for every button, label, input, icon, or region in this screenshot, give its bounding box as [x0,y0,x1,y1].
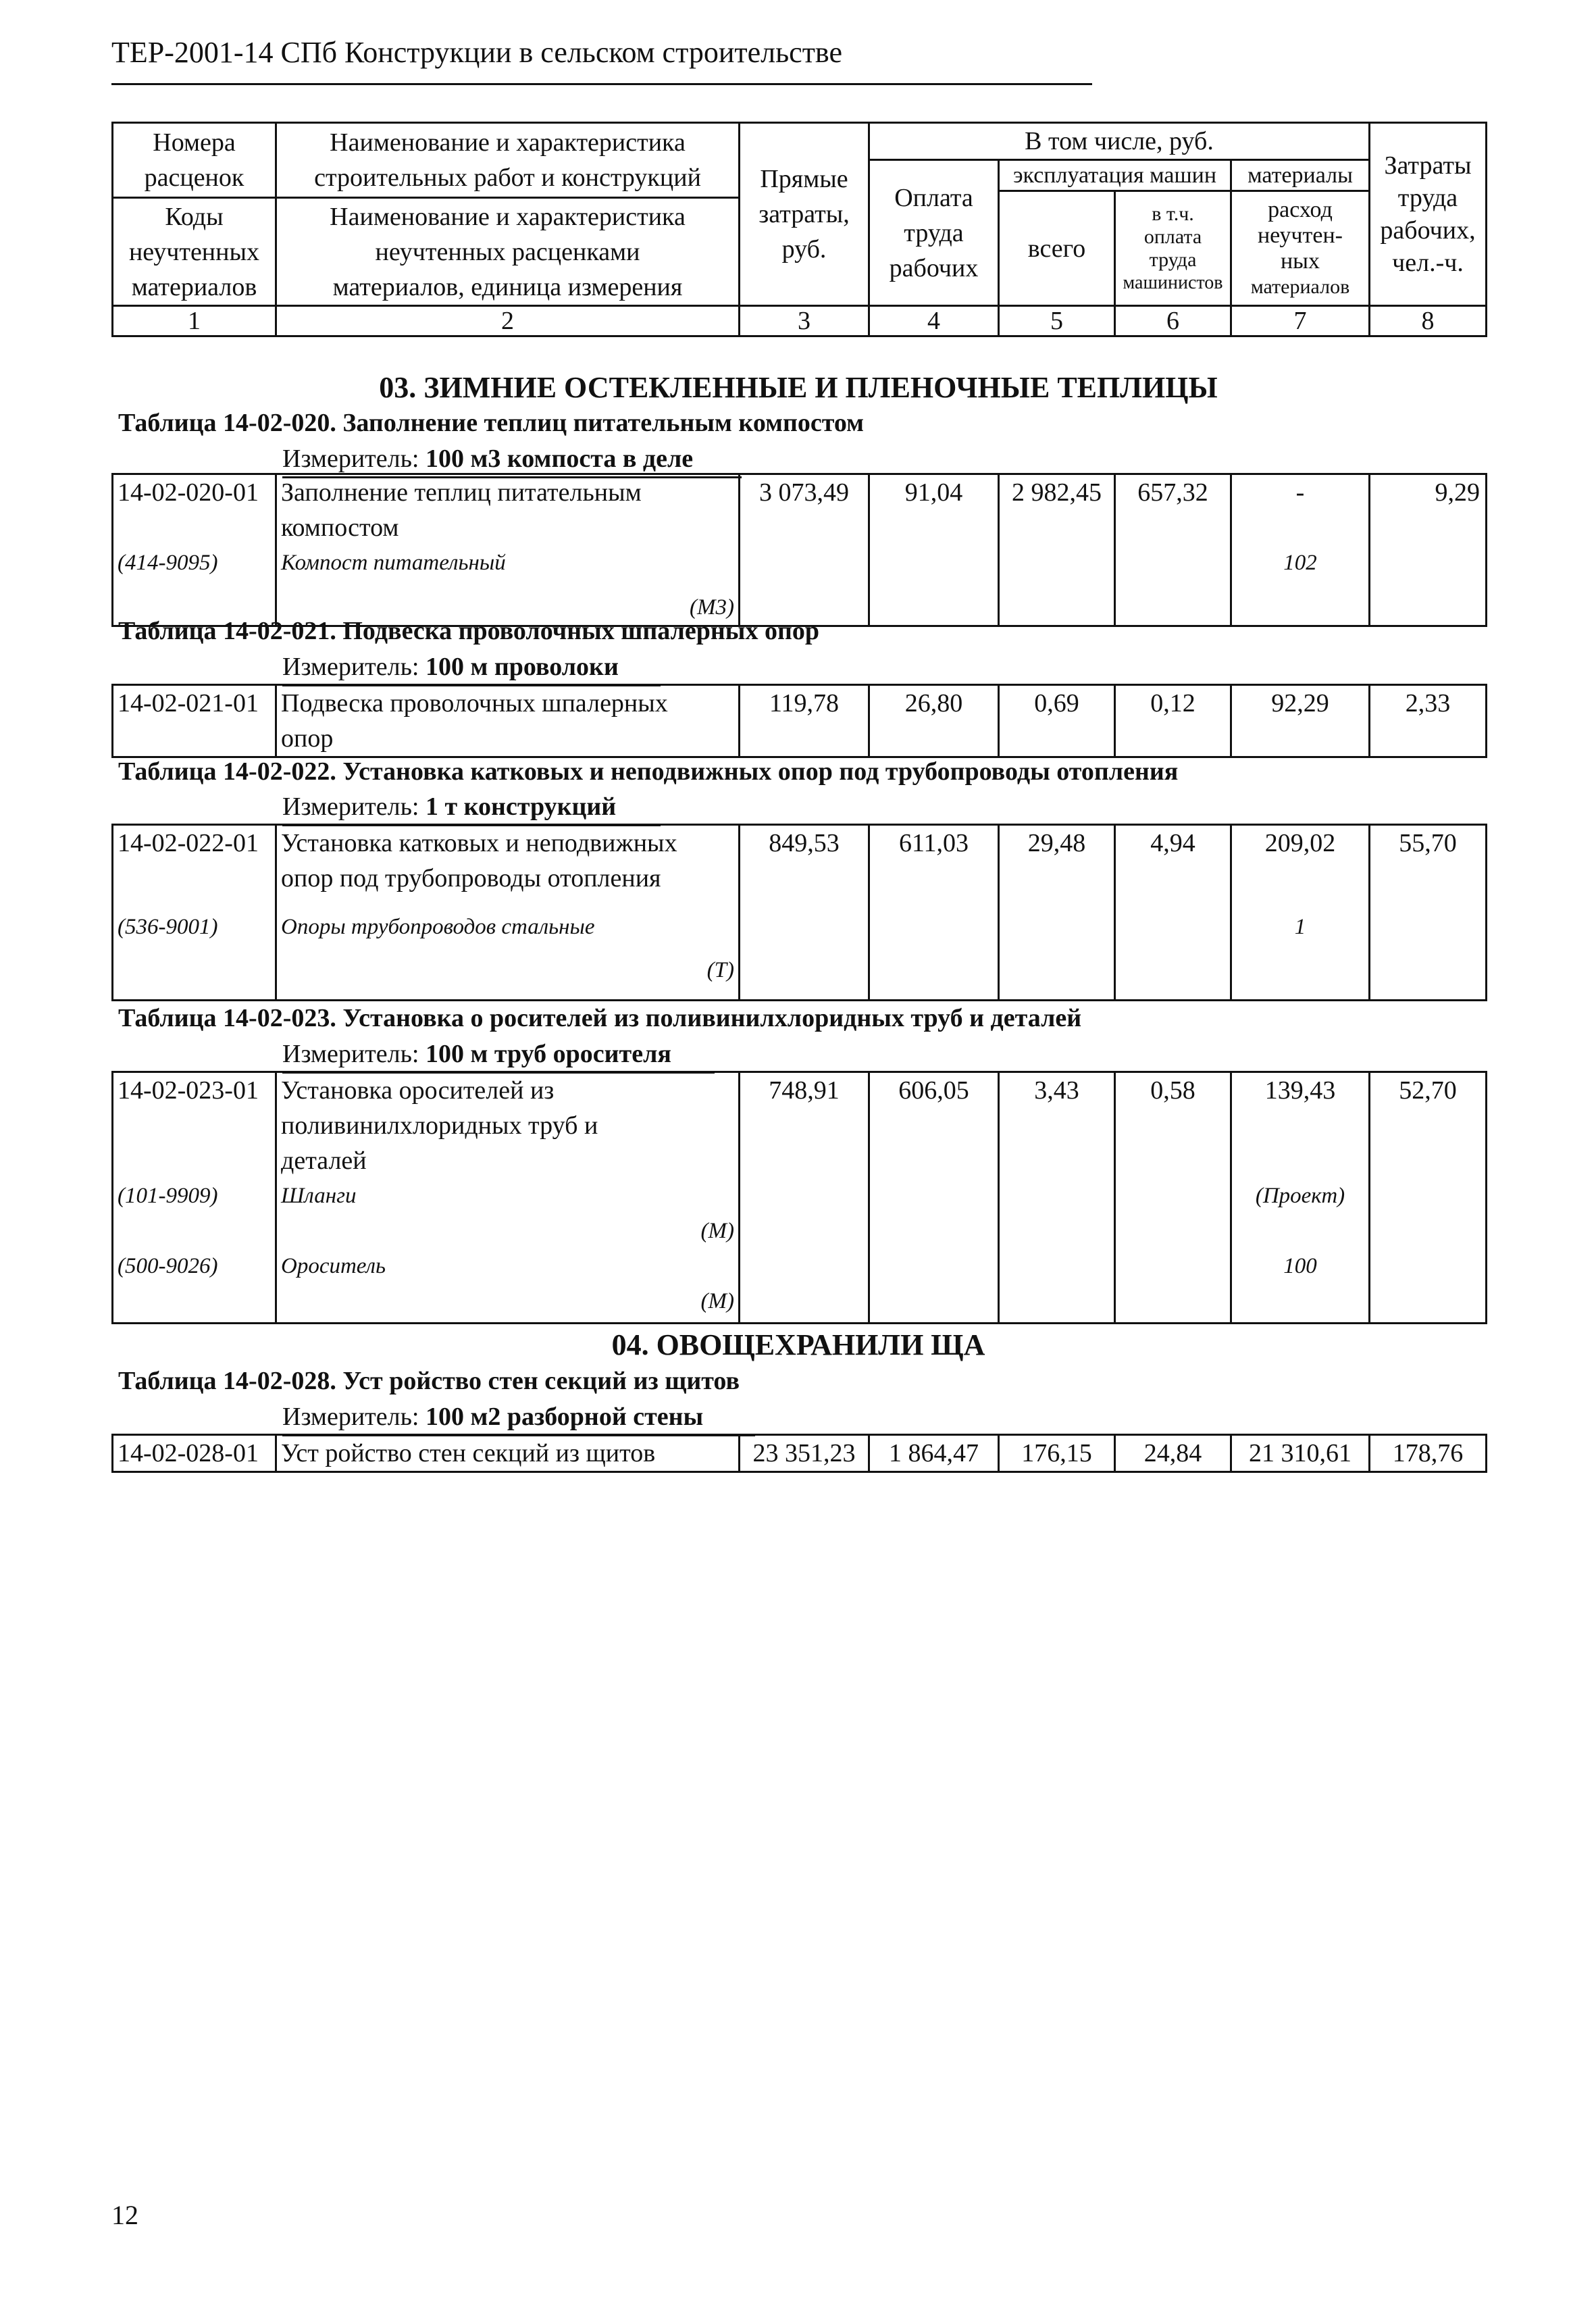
col-number: 5 [999,306,1115,336]
materials-cell [1231,825,1370,1001]
rate-code: 14-02-020-01 [118,478,259,507]
direct-costs-value: 3 073,49 [740,474,869,626]
materials-value: 92,29 [1231,685,1370,757]
work-name: Заполнение теплиц питательным [281,478,642,507]
work-name: Подвеска проволочных шпалерных [281,689,668,718]
work-name: Уст ройство стен секций из щитов [276,1435,740,1472]
materials-value: 21 310,61 [1231,1435,1370,1472]
direct-costs-header: Прямые затраты, руб. [740,123,869,306]
material-name: Опоры трубопроводов стальные [281,915,595,939]
rate-code-cell [113,474,276,626]
material-unit: (М) [700,1289,734,1313]
material-unit: (Т) [706,958,734,982]
machines-total-value: 0,69 [999,685,1115,757]
materials-value: 209,02 [1264,829,1336,857]
operators-pay-value: 657,32 [1115,474,1231,626]
rate-table [111,684,1487,758]
machines-total-value: 3,43 [999,1072,1115,1324]
labor-pay-value: 91,04 [869,474,999,626]
table-title: Таблица 14-02-022. Установка катковых и неподвижных опор под трубопроводы отопления [118,757,1179,786]
rate-table [111,824,1487,1001]
labor-hours-value: 55,70 [1370,825,1487,1001]
rate-code-cell [113,1072,276,1324]
labor-pay-value: 1 864,47 [869,1435,999,1472]
materials-header: материалы [1231,160,1370,191]
rate-code: 14-02-021-01 [113,685,276,757]
col-number: 2 [276,306,740,336]
rate-table [111,1071,1487,1324]
measure-line: Измеритель: 100 м труб оросителя [282,1040,671,1068]
work-name: компостом [281,513,399,542]
direct-costs-value: 748,91 [740,1072,869,1324]
operators-pay-header: в т.ч. оплата труда машинистов [1115,191,1231,306]
col1-top-header: Номера расценок [113,123,276,198]
work-name: Установка оросителей из [281,1076,555,1105]
page-number: 12 [111,2200,138,2230]
material-name: Ороситель [281,1254,386,1278]
work-name: деталей [281,1147,367,1175]
table-title: Таблица 14-02-020. Заполнение теплиц питательным компостом [118,409,865,437]
material-code: (536-9001) [118,915,218,939]
machines-total-header: всего [999,191,1115,306]
direct-costs-value: 849,53 [740,825,869,1001]
labor-pay-value: 611,03 [869,825,999,1001]
col2-bottom-header: Наименование и характеристика неучтенных расценками материалов, единица измерения [276,198,740,306]
material-qty: 102 [1283,551,1317,575]
title-rule [111,83,1092,85]
work-name: Установка катковых и неподвижных [281,829,677,857]
document-title: ТЕР-2001-14 СПб Конструкции в сельском строительстве [111,36,842,69]
work-name-cell [276,685,740,757]
col-number: 6 [1115,306,1231,336]
material-qty: 1 [1294,915,1306,939]
labor-pay-value: 606,05 [869,1072,999,1324]
operators-pay-value: 0,58 [1115,1072,1231,1324]
operators-pay-value: 4,94 [1115,825,1231,1001]
machines-total-value: 29,48 [999,825,1115,1001]
materials-cell [1231,1072,1370,1324]
rate-code: 14-02-028-01 [113,1435,276,1472]
section-title: 03. ЗИМНИЕ ОСТЕКЛЕННЫЕ И ПЛЕНОЧНЫЕ ТЕПЛИЦЫ [379,371,1218,404]
measure-line: Измеритель: 100 м проволоки [282,653,619,681]
materials-cell [1231,474,1370,626]
work-name-cell [276,474,740,626]
operators-pay-value: 0,12 [1115,685,1231,757]
material-qty: (Проект) [1255,1184,1345,1208]
work-name: опор [281,724,334,753]
labor-pay-value: 26,80 [869,685,999,757]
material-qty: 100 [1283,1254,1317,1278]
material-unit: (М3) [690,595,734,620]
measure-line: Измеритель: 100 м3 компоста в деле [282,445,694,473]
direct-costs-value: 23 351,23 [740,1435,869,1472]
rate-code-cell [113,825,276,1001]
col1-bottom-header: Коды неучтенных материалов [113,198,276,306]
col-number: 1 [113,306,276,336]
machines-header: эксплуатация машин [999,160,1231,191]
material-name: Компост питательный [281,551,506,575]
direct-costs-value: 119,78 [740,685,869,757]
material-unit: (М) [700,1219,734,1243]
table-title: Таблица 14-02-021. Подвеска проволочных шпалерных опор [118,617,819,645]
work-name: опор под трубопроводы отопления [281,864,661,892]
material-name: Шланги [281,1184,357,1208]
rate-table [111,473,1487,627]
machines-total-value: 176,15 [999,1435,1115,1472]
column-header-table [111,122,1487,337]
materials-value: 139,43 [1264,1076,1336,1105]
labor-hours-value: 9,29 [1370,474,1487,626]
measure-line: Измеритель: 1 т конструкций [282,793,617,821]
labor-hours-value: 2,33 [1370,685,1487,757]
work-name-cell [276,1072,740,1324]
col-number: 7 [1231,306,1370,336]
work-name-cell [276,825,740,1001]
labor-hours-value: 52,70 [1370,1072,1487,1324]
table-title: Таблица 14-02-023. Установка о росителей из поливинилхлоридных труб и деталей [118,1004,1082,1032]
table-title: Таблица 14-02-028. Уст ройство стен секций из щитов [118,1367,740,1395]
material-code: (500-9026) [118,1254,218,1278]
work-name: поливинилхлоридных труб и [281,1111,598,1140]
rate-code: 14-02-022-01 [118,829,259,857]
machines-total-value: 2 982,45 [999,474,1115,626]
measure-line: Измеритель: 100 м2 разборной стены [282,1403,704,1431]
materials-value: - [1295,478,1305,507]
labor-hours-value: 178,76 [1370,1435,1487,1472]
col-number: 3 [740,306,869,336]
operators-pay-value: 24,84 [1115,1435,1231,1472]
labor-pay-header: Оплата труда рабочих [869,160,999,306]
rate-table [111,1434,1487,1473]
material-code: (414-9095) [118,551,218,575]
col-number: 4 [869,306,999,336]
including-header: В том числе, руб. [869,123,1370,160]
material-code: (101-9909) [118,1184,218,1208]
section-title: 04. ОВОЩЕХРАНИЛИ ЩА [611,1328,985,1361]
rate-code: 14-02-023-01 [118,1076,259,1105]
labor-hours-header: Затраты труда рабочих, чел.-ч. [1370,123,1487,306]
unaccounted-materials-header: расход неучтен- ных материалов [1231,191,1370,306]
col-number: 8 [1370,306,1487,336]
col2-top-header: Наименование и характеристика строительных работ и конструкций [276,123,740,198]
